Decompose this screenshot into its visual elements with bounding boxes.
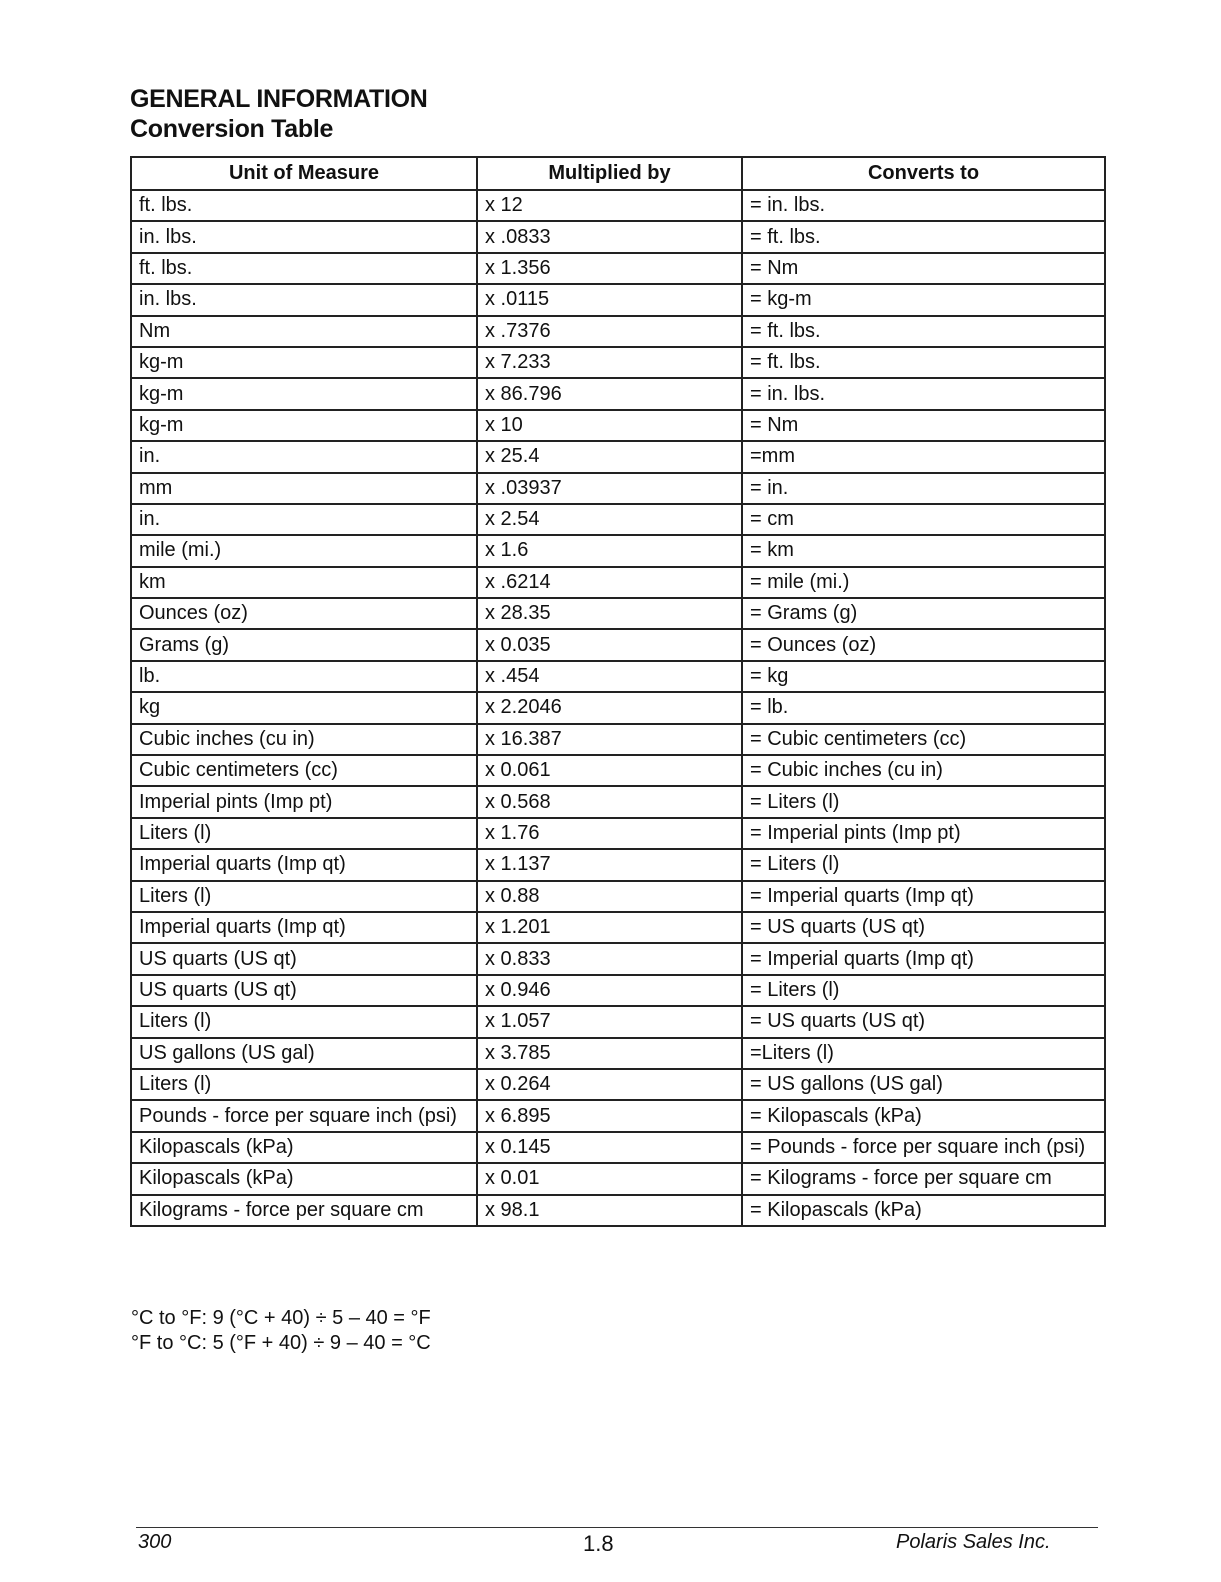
table-row (131, 692, 1105, 723)
page-heading (130, 84, 428, 144)
table-row (131, 1163, 1105, 1194)
table-row (131, 943, 1105, 974)
table-row (131, 661, 1105, 692)
cell-converts-to: = Liters (l) (742, 975, 1105, 1006)
temperature-formulas (131, 1306, 431, 1356)
table-row (131, 755, 1105, 786)
cell-converts-to: = mile (mi.) (742, 567, 1105, 598)
cell-converts-to: = kg-m (742, 284, 1105, 315)
table-row (131, 975, 1105, 1006)
section-title: GENERAL INFORMATION (130, 85, 428, 113)
table-row (131, 1195, 1105, 1226)
table-row (131, 1100, 1105, 1131)
table-row (131, 629, 1105, 660)
cell-multiplier: x 0.061 (477, 755, 742, 786)
cell-multiplier: x 2.2046 (477, 692, 742, 723)
cell-multiplier: x 0.035 (477, 629, 742, 660)
table-row (131, 221, 1105, 252)
cell-multiplier: x 0.946 (477, 975, 742, 1006)
cell-unit: kg (131, 692, 477, 723)
cell-unit: Liters (l) (131, 1006, 477, 1037)
cell-converts-to: =Liters (l) (742, 1038, 1105, 1069)
cell-multiplier: x 25.4 (477, 441, 742, 472)
cell-unit: Grams (g) (131, 629, 477, 660)
cell-multiplier: x 10 (477, 410, 742, 441)
cell-multiplier: x 3.785 (477, 1038, 742, 1069)
cell-converts-to: = Kilopascals (kPa) (742, 1100, 1105, 1131)
cell-multiplier: x 0.01 (477, 1163, 742, 1194)
table-header-row (131, 157, 1105, 190)
cell-unit: mm (131, 473, 477, 504)
cell-unit: Ounces (oz) (131, 598, 477, 629)
cell-converts-to: = US quarts (US qt) (742, 1006, 1105, 1037)
cell-unit: US gallons (US gal) (131, 1038, 477, 1069)
footer-publisher: Polaris Sales Inc. (896, 1531, 1051, 1553)
cell-multiplier: x 2.54 (477, 504, 742, 535)
cell-unit: in. (131, 504, 477, 535)
cell-converts-to: = ft. lbs. (742, 316, 1105, 347)
cell-converts-to: = Liters (l) (742, 849, 1105, 880)
column-header-converts-to: Converts to (742, 157, 1105, 190)
cell-unit: Imperial quarts (Imp qt) (131, 849, 477, 880)
cell-unit: in. lbs. (131, 284, 477, 315)
cell-converts-to: = km (742, 535, 1105, 566)
cell-unit: kg-m (131, 410, 477, 441)
cell-multiplier: x 6.895 (477, 1100, 742, 1131)
cell-converts-to: = ft. lbs. (742, 221, 1105, 252)
cell-converts-to: = in. lbs. (742, 190, 1105, 221)
table-row (131, 190, 1105, 221)
cell-converts-to: = in. (742, 473, 1105, 504)
table-row (131, 567, 1105, 598)
cell-multiplier: x .0833 (477, 221, 742, 252)
page-subtitle: Conversion Table (130, 115, 334, 143)
table-row (131, 1006, 1105, 1037)
cell-converts-to: = cm (742, 504, 1105, 535)
cell-unit: Liters (l) (131, 818, 477, 849)
table-row (131, 724, 1105, 755)
cell-converts-to: = Imperial quarts (Imp qt) (742, 943, 1105, 974)
cell-converts-to: = kg (742, 661, 1105, 692)
table-row (131, 1069, 1105, 1100)
table-row (131, 378, 1105, 409)
cell-unit: Cubic centimeters (cc) (131, 755, 477, 786)
cell-converts-to: = Cubic inches (cu in) (742, 755, 1105, 786)
cell-unit: in. (131, 441, 477, 472)
cell-converts-to: = Imperial pints (Imp pt) (742, 818, 1105, 849)
cell-converts-to: = Nm (742, 253, 1105, 284)
cell-unit: km (131, 567, 477, 598)
cell-multiplier: x 0.568 (477, 786, 742, 817)
cell-converts-to: = Pounds - force per square inch (psi) (742, 1132, 1105, 1163)
cell-multiplier: x 0.833 (477, 943, 742, 974)
formula-c-to-f: °C to °F: 9 (°C + 40) ÷ 5 – 40 = °F (131, 1307, 431, 1329)
table-row (131, 347, 1105, 378)
table-row (131, 535, 1105, 566)
cell-multiplier: x .7376 (477, 316, 742, 347)
table-row (131, 786, 1105, 817)
cell-unit: ft. lbs. (131, 253, 477, 284)
cell-multiplier: x 12 (477, 190, 742, 221)
cell-unit: Nm (131, 316, 477, 347)
cell-multiplier: x 1.356 (477, 253, 742, 284)
cell-converts-to: = Nm (742, 410, 1105, 441)
column-header-multiplier: Multiplied by (477, 157, 742, 190)
cell-unit: US quarts (US qt) (131, 943, 477, 974)
cell-multiplier: x 1.6 (477, 535, 742, 566)
table-body (131, 190, 1105, 1226)
table-row (131, 912, 1105, 943)
cell-unit: ft. lbs. (131, 190, 477, 221)
cell-unit: Kilopascals (kPa) (131, 1163, 477, 1194)
cell-converts-to: = US gallons (US gal) (742, 1069, 1105, 1100)
cell-converts-to: = Grams (g) (742, 598, 1105, 629)
cell-converts-to: = Imperial quarts (Imp qt) (742, 881, 1105, 912)
cell-multiplier: x .6214 (477, 567, 742, 598)
table-row (131, 316, 1105, 347)
cell-unit: Liters (l) (131, 881, 477, 912)
table-row (131, 473, 1105, 504)
table-row (131, 881, 1105, 912)
cell-converts-to: = Liters (l) (742, 786, 1105, 817)
cell-unit: in. lbs. (131, 221, 477, 252)
cell-multiplier: x .0115 (477, 284, 742, 315)
cell-unit: Imperial pints (Imp pt) (131, 786, 477, 817)
table-row (131, 818, 1105, 849)
cell-converts-to: = Kilopascals (kPa) (742, 1195, 1105, 1226)
cell-converts-to: = US quarts (US qt) (742, 912, 1105, 943)
footer-page-number: 1.8 (583, 1531, 614, 1556)
cell-multiplier: x 7.233 (477, 347, 742, 378)
cell-converts-to: = lb. (742, 692, 1105, 723)
cell-multiplier: x .03937 (477, 473, 742, 504)
table-row (131, 410, 1105, 441)
cell-unit: kg-m (131, 378, 477, 409)
table-row (131, 598, 1105, 629)
cell-unit: lb. (131, 661, 477, 692)
cell-multiplier: x 16.387 (477, 724, 742, 755)
cell-converts-to: = Cubic centimeters (cc) (742, 724, 1105, 755)
table-row (131, 441, 1105, 472)
cell-unit: Kilopascals (kPa) (131, 1132, 477, 1163)
table-row (131, 504, 1105, 535)
cell-unit: Pounds - force per square inch (psi) (131, 1100, 477, 1131)
cell-converts-to: = Ounces (oz) (742, 629, 1105, 660)
cell-multiplier: x 98.1 (477, 1195, 742, 1226)
cell-multiplier: x 28.35 (477, 598, 742, 629)
cell-converts-to: = ft. lbs. (742, 347, 1105, 378)
cell-unit: Cubic inches (cu in) (131, 724, 477, 755)
cell-multiplier: x 0.145 (477, 1132, 742, 1163)
table-row (131, 253, 1105, 284)
cell-unit: US quarts (US qt) (131, 975, 477, 1006)
cell-multiplier: x 1.057 (477, 1006, 742, 1037)
table-row (131, 1038, 1105, 1069)
conversion-table (130, 156, 1106, 1227)
cell-multiplier: x 1.201 (477, 912, 742, 943)
cell-multiplier: x 86.796 (477, 378, 742, 409)
table-row (131, 849, 1105, 880)
cell-unit: kg-m (131, 347, 477, 378)
formula-f-to-c: °F to °C: 5 (°F + 40) ÷ 9 – 40 = °C (131, 1332, 431, 1354)
cell-multiplier: x 1.76 (477, 818, 742, 849)
cell-multiplier: x .454 (477, 661, 742, 692)
column-header-unit: Unit of Measure (131, 157, 477, 190)
cell-converts-to: =mm (742, 441, 1105, 472)
cell-multiplier: x 0.88 (477, 881, 742, 912)
cell-unit: mile (mi.) (131, 535, 477, 566)
cell-unit: Imperial quarts (Imp qt) (131, 912, 477, 943)
table-row (131, 284, 1105, 315)
cell-multiplier: x 1.137 (477, 849, 742, 880)
cell-converts-to: = in. lbs. (742, 378, 1105, 409)
cell-multiplier: x 0.264 (477, 1069, 742, 1100)
cell-converts-to: = Kilograms - force per square cm (742, 1163, 1105, 1194)
cell-unit: Kilograms - force per square cm (131, 1195, 477, 1226)
cell-unit: Liters (l) (131, 1069, 477, 1100)
table-row (131, 1132, 1105, 1163)
footer-divider (136, 1527, 1098, 1528)
footer-model-number: 300 (138, 1531, 172, 1553)
